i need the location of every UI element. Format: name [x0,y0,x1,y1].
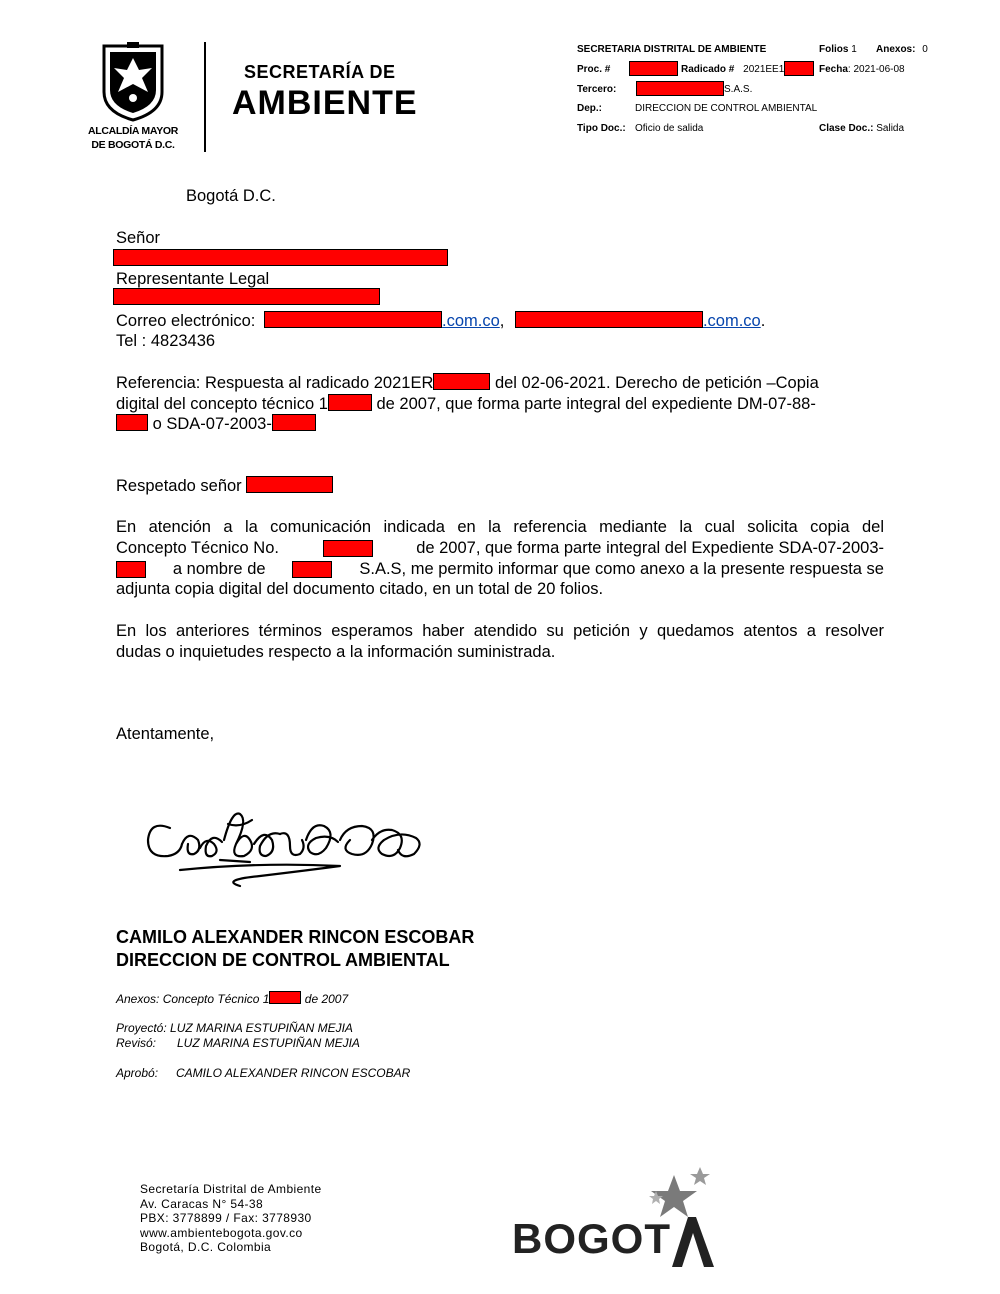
redaction-box [328,394,372,411]
redaction-box [323,540,373,557]
email-label: Correo electrónico: [116,312,256,330]
closing: Atentamente, [116,725,215,743]
header-tercero-label: Tercero: [577,84,617,95]
alcaldia-logo [82,40,184,155]
paragraph-1-line-3: a nombre de S.A.S, me permito informar que como anexo a la presente respuesta se [116,559,884,580]
reference-line-3: o SDA-07-2003- [116,414,316,435]
comma: , [499,312,505,330]
header-dep-value: DIRECCION DE CONTROL AMBIENTAL [635,103,818,114]
redaction-box [116,414,148,431]
redaction-box [246,476,333,493]
header-org: SECRETARIA DISTRITAL DE AMBIENTE [577,44,767,55]
tel-line: Tel : 4823436 [116,332,216,350]
reviso-name: LUZ MARINA ESTUPIÑAN MEJIA [177,1036,360,1050]
redaction-box [113,249,448,266]
redaction-box [116,561,146,578]
header-dep-label: Dep.: [577,103,602,114]
footer-line-4[interactable]: www.ambientebogota.gov.co [140,1225,303,1240]
alcaldia-line1: ALCALDÍA MAYOR [87,125,179,137]
signer-name: CAMILO ALEXANDER RINCON ESCOBAR [116,927,475,947]
redaction-box [264,311,442,328]
header-divider [204,42,206,152]
email-link-1[interactable]: .com.co [442,312,500,330]
header-anexos: Anexos: 0 [876,44,928,55]
aprobo-label: Aprobó: [116,1066,159,1080]
coat-of-arms-icon [82,40,184,124]
proyecto-line: Proyectó: LUZ MARINA ESTUPIÑAN MEJIA [116,1021,353,1035]
header-fecha: Fecha: 2021-06-08 [819,64,905,75]
header-radicado: Radicado # 2021EE1 [681,64,785,75]
redaction-box [269,991,301,1004]
footer-line-2: Av. Caracas N° 54-38 [140,1196,264,1211]
annex-line: Anexos: Concepto Técnico 1 de 2007 [116,992,349,1006]
redaction-box [636,81,724,96]
email-link-2[interactable]: .com.co [702,312,761,330]
reference-line-2: digital del concepto técnico 1 de 2007, que forma parte integral del expediente DM-07-88- [116,395,816,413]
header-proc-label: Proc. # [577,64,611,75]
paragraph-1-line-4: adjunta copia digital del documento citado, en un total de 20 folios. [116,580,604,598]
redaction-box [113,288,380,305]
paragraph-2-line-1: En los anteriores términos esperamos haber atendido su petición y quedamos atentos a resolver [116,622,884,640]
redaction-box [272,414,316,431]
signer-department: DIRECCION DE CONTROL AMBIENTAL [116,950,450,970]
brand-line2: AMBIENTE [232,84,418,122]
email-line [116,311,765,332]
footer-line-3: PBX: 3778899 / Fax: 3778930 [140,1211,312,1225]
footer-line-5: Bogotá, D.C. Colombia [140,1240,272,1254]
footer-line-1: Secretaría Distrital de Ambiente [140,1182,322,1196]
footer-address [140,1182,322,1255]
redaction-box [515,311,703,328]
bogota-logo-text: BOGOT [512,1215,671,1262]
reference-line-1: Referencia: Respuesta al radicado 2021ER del 02-06-2021. Derecho de petición –Copia [116,374,819,392]
aprobo-name: CAMILO ALEXANDER RINCON ESCOBAR [176,1066,411,1080]
greeting: Respetado señor [116,476,333,497]
city-line: Bogotá D.C. [186,187,276,205]
salutation-title: Señor [116,229,161,247]
period: . [760,312,766,330]
redaction-box [433,373,490,390]
paragraph-2-line-2: dudas o inquietudes respecto a la información suministrada. [116,643,556,661]
brand-line1: SECRETARÍA DE [244,62,396,82]
signer-block [116,926,474,972]
paragraph-1-line-1: En atención a la comunicación indicada en la referencia mediante la cual solicita copia del [116,518,884,536]
header-tercero-suffix: S.A.S. [724,84,753,95]
redaction-box [629,61,678,76]
alcaldia-line2: DE BOGOTÁ D.C. [91,139,175,151]
rep-legal: Representante Legal [116,270,270,288]
signature-image [140,800,440,895]
redaction-box [292,561,332,578]
bogota-logo [510,1165,720,1275]
reviso-label: Revisó: [116,1036,157,1050]
paragraph-1-line-2: Concepto Técnico No. de 2007, que forma parte integral del Expediente SDA-07-2003- [116,539,884,557]
header-clase: Clase Doc.: Salida [819,123,905,134]
header-folios: Folios 1 [819,44,857,55]
header-tipo-value: Oficio de salida [635,123,704,134]
header-tipo-label: Tipo Doc.: [577,123,626,134]
redaction-box [784,61,814,76]
